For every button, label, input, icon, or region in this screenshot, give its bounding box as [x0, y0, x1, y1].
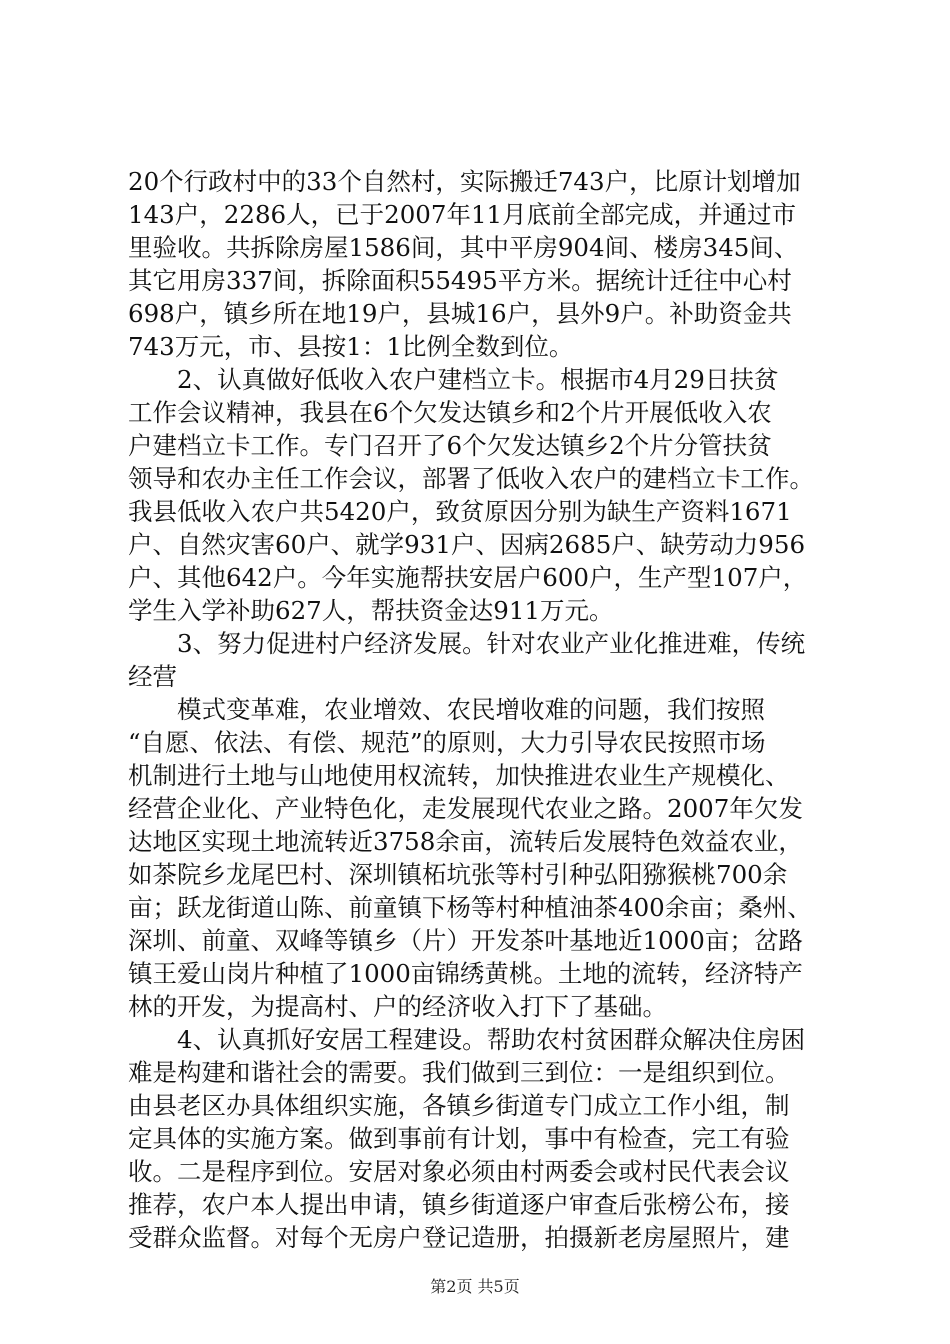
text-line-32: 推荐，农户本人提出申请，镇乡街道逐户审查后张榜公布，接	[128, 1190, 790, 1219]
text-line-5: 698户，镇乡所在地19户，县城16户，县外9户。补助资金共	[128, 299, 792, 328]
text-line-9: 户建档立卡工作。专门召开了6个欠发达镇乡2个片分管扶贫	[128, 431, 772, 460]
text-line-33: 受群众监督。对每个无房户登记造册，拍摄新老房屋照片，建	[128, 1223, 790, 1252]
text-line-20: 经营企业化、产业特色化，走发展现代农业之路。2007年欠发	[128, 794, 803, 823]
text-line-30: 定具体的实施方案。做到事前有计划，事中有检查，完工有验	[128, 1124, 790, 1153]
text-line-12: 户、自然灾害60户、就学931户、因病2685户、缺劳动力956	[128, 530, 806, 559]
text-line-8: 工作会议精神，我县在6个欠发达镇乡和2个片开展低收入农	[128, 398, 772, 427]
text-line-3: 里验收。共拆除房屋1586间，其中平房904间、楼房345间、	[128, 233, 799, 262]
text-line-23: 亩；跃龙街道山陈、前童镇下杨等村种植油茶400余亩；桑州、	[128, 893, 812, 922]
text-line-26: 林的开发，为提高村、户的经济收入打下了基础。	[128, 992, 667, 1021]
text-line-1: 20个行政村中的33个自然村，实际搬迁743户，比原计划增加	[128, 167, 801, 196]
text-line-14: 学生入学补助627人，帮扶资金达911万元。	[128, 596, 614, 625]
text-line-2: 143户，2286人，已于2007年11月底前全部完成，并通过市	[128, 200, 797, 229]
text-line-4: 其它用房337间，拆除面积55495平方米。据统计迁往中心村	[128, 266, 792, 295]
text-line-31: 收。二是程序到位。安居对象必须由村两委会或村民代表会议	[128, 1157, 790, 1186]
text-line-6: 743万元，市、县按1：1比例全数到位。	[128, 332, 574, 361]
text-line-27: 4、认真抓好安居工程建设。帮助农村贫困群众解决住房困	[128, 1025, 806, 1054]
text-line-29: 由县老区办具体组织实施，各镇乡街道专门成立工作小组，制	[128, 1091, 790, 1120]
text-line-7: 2、认真做好低收入农户建档立卡。根据市4月29日扶贫	[128, 365, 779, 394]
text-line-25: 镇王爱山岗片种植了1000亩锦绣黄桃。土地的流转，经济特产	[128, 959, 803, 988]
text-line-10: 领导和农办主任工作会议，部署了低收入农户的建档立卡工作。	[128, 464, 814, 493]
text-line-21: 达地区实现土地流转近3758余亩，流转后发展特色效益农业，	[128, 827, 803, 856]
text-line-16: 经营	[128, 662, 177, 691]
text-line-24: 深圳、前童、双峰等镇乡（片）开发茶叶基地近1000亩；岔路	[128, 926, 803, 955]
text-line-13: 户、其他642户。今年实施帮扶安居户600户，生产型107户，	[128, 563, 808, 592]
document-body	[128, 165, 838, 1254]
text-line-19: 机制进行土地与山地使用权流转，加快推进农业生产规模化、	[128, 761, 790, 790]
text-line-11: 我县低收入农户共5420户，致贫原因分别为缺生产资料1671	[128, 497, 792, 526]
text-line-17: 模式变革难，农业增效、农民增收难的问题，我们按照	[128, 695, 765, 724]
text-line-28: 难是构建和谐社会的需要。我们做到三到位：一是组织到位。	[128, 1058, 790, 1087]
text-line-22: 如茶院乡龙尾巴村、深圳镇柘坑张等村引种弘阳猕猴桃700余	[128, 860, 788, 889]
text-line-15: 3、努力促进村户经济发展。针对农业产业化推进难，传统	[128, 629, 806, 658]
page-number-footer: 第2页 共5页	[430, 1277, 520, 1296]
text-line-18: “自愿、依法、有偿、规范”的原则，大力引导农民按照市场	[128, 728, 766, 757]
